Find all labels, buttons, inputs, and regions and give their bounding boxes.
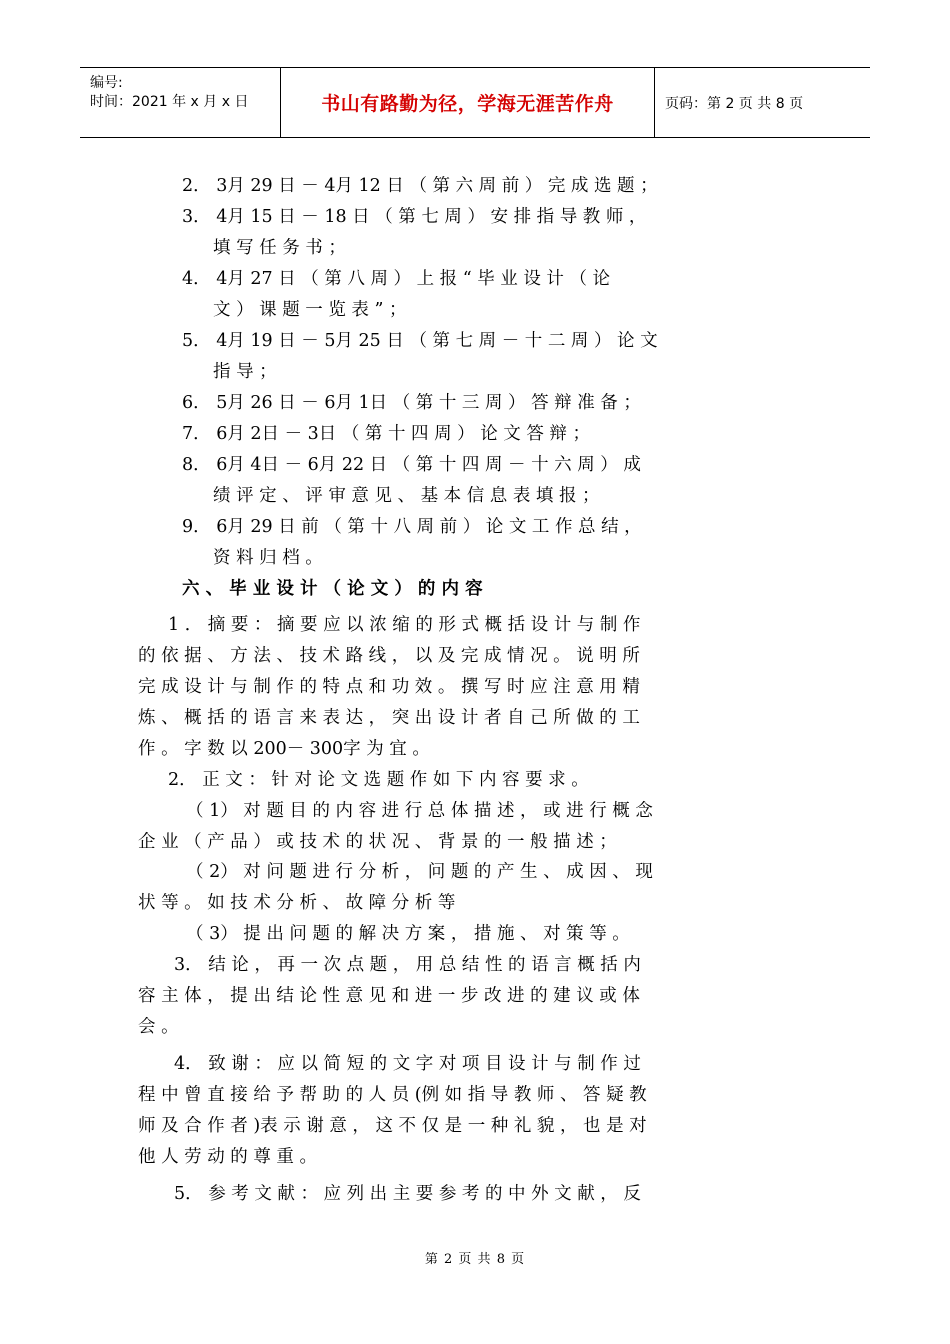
text-line: 5． 4月 19 日 － 5月 25 日 （ 第 七 周 － 十 二 周 ） 论 文 — [182, 331, 658, 351]
text-line: 状 等 。 如 技 术 分 析 、 故 障 分 析 等 — [138, 893, 456, 913]
header-page-info: 页码：第 2 页 共 8 页 — [665, 95, 804, 112]
text-line: （ 1） 对 题 目 的 内 容 进 行 总 体 描 述 ， 或 进 行 概 念 — [186, 801, 653, 821]
number-label: 编号: — [90, 75, 123, 91]
text-line: 他 人 劳 动 的 尊 重 。 — [138, 1147, 317, 1167]
header-meta — [80, 68, 281, 137]
text-line: 3． 4月 15 日 － 18 日 （ 第 七 周 ） 安 排 指 导 教 师 ， — [182, 207, 647, 227]
text-line: 资 料 归 档 。 — [213, 548, 323, 568]
time-label: 时间：2021 年 x 月 x 日 — [90, 94, 249, 110]
text-line: 指 导 ； — [213, 362, 277, 382]
text-line: 5． 参 考 文 献 ： 应 列 出 主 要 参 考 的 中 外 文 献 ， 反 — [174, 1184, 641, 1204]
text-line: 2． 3月 29 日 － 4月 12 日 （ 第 六 周 前 ） 完 成 选 题 ； — [182, 176, 658, 196]
text-line: 6． 5月 26 日 － 6月 1日 （ 第 十 三 周 ） 答 辩 准 备 ； — [182, 393, 641, 413]
page-header — [80, 67, 870, 138]
text-line: 炼 、 概 括 的 语 言 来 表 达 ， 突 出 设 计 者 自 己 所 做 的 工 — [138, 708, 640, 728]
section-heading: 六 、 毕 业 设 计 （ 论 文 ） 的 内 容 — [182, 579, 483, 599]
text-line: （ 2） 对 问 题 进 行 分 析 ， 问 题 的 产 生 、 成 因 、 现 — [186, 862, 653, 882]
text-line: 企 业 （ 产 品 ） 或 技 术 的 状 况 、 背 景 的 一 般 描 述 ； — [138, 832, 617, 852]
text-line: 文 ） 课 题 一 览 表 ” ； — [213, 300, 407, 320]
page-footer: 第 2 页 共 8 页 — [424, 1252, 526, 1267]
text-line: 8． 6月 4日 － 6月 22 日 （ 第 十 四 周 － 十 六 周 ） 成 — [182, 455, 641, 475]
text-line: 4． 4月 27 日 （ 第 八 周 ） 上 报 “ 毕 业 设 计 （ 论 — [182, 269, 611, 289]
header-motto: 书山有路勤为径，学海无涯苦作舟 — [281, 68, 655, 137]
text-line: 会 。 — [138, 1017, 179, 1037]
text-line: 2． 正 文 ： 针 对 论 文 选 题 作 如 下 内 容 要 求 。 — [168, 770, 589, 790]
text-line: 4． 致 谢 ： 应 以 简 短 的 文 字 对 项 目 设 计 与 制 作 过 — [174, 1054, 641, 1074]
text-line: （ 3） 提 出 问 题 的 解 决 方 案 ， 措 施 、 对 策 等 。 — [186, 924, 630, 944]
text-line: 容 主 体 ， 提 出 结 论 性 意 见 和 进 一 步 改 进 的 建 议 或 体 — [138, 986, 640, 1006]
text-line: 的 依 据 、 方 法 、 技 术 路 线 ， 以 及 完 成 情 况 。 说 明 所 — [138, 646, 640, 666]
text-line: 1 ． 摘 要 ： 摘 要 应 以 浓 缩 的 形 式 概 括 设 计 与 制 作 — [168, 615, 641, 635]
text-line: 7． 6月 2日 － 3日 （ 第 十 四 周 ） 论 文 答 辩 ； — [182, 424, 590, 444]
text-line: 作 。 字 数 以 200－ 300字 为 宜 。 — [138, 739, 430, 759]
text-line: 完 成 设 计 与 制 作 的 特 点 和 功 效 。 撰 写 时 应 注 意 用 精 — [138, 677, 640, 697]
text-line: 绩 评 定 、 评 审 意 见 、 基 本 信 息 表 填 报 ； — [213, 486, 600, 506]
text-line: 填 写 任 务 书 ； — [213, 238, 346, 258]
text-line: 3． 结 论 ， 再 一 次 点 题 ， 用 总 结 性 的 语 言 概 括 内 — [174, 955, 641, 975]
text-line: 师 及 合 作 者 )表 示 谢 意 ， 这 不 仅 是 一 种 礼 貌 ， 也 是 对 — [138, 1116, 647, 1136]
text-line: 9． 6月 29 日 前 （ 第 十 八 周 前 ） 论 文 工 作 总 结 ， — [182, 517, 642, 537]
text-line: 程 中 曾 直 接 给 予 帮 助 的 人 员 (例 如 指 导 教 师 、 答 疑 教 — [138, 1085, 647, 1105]
